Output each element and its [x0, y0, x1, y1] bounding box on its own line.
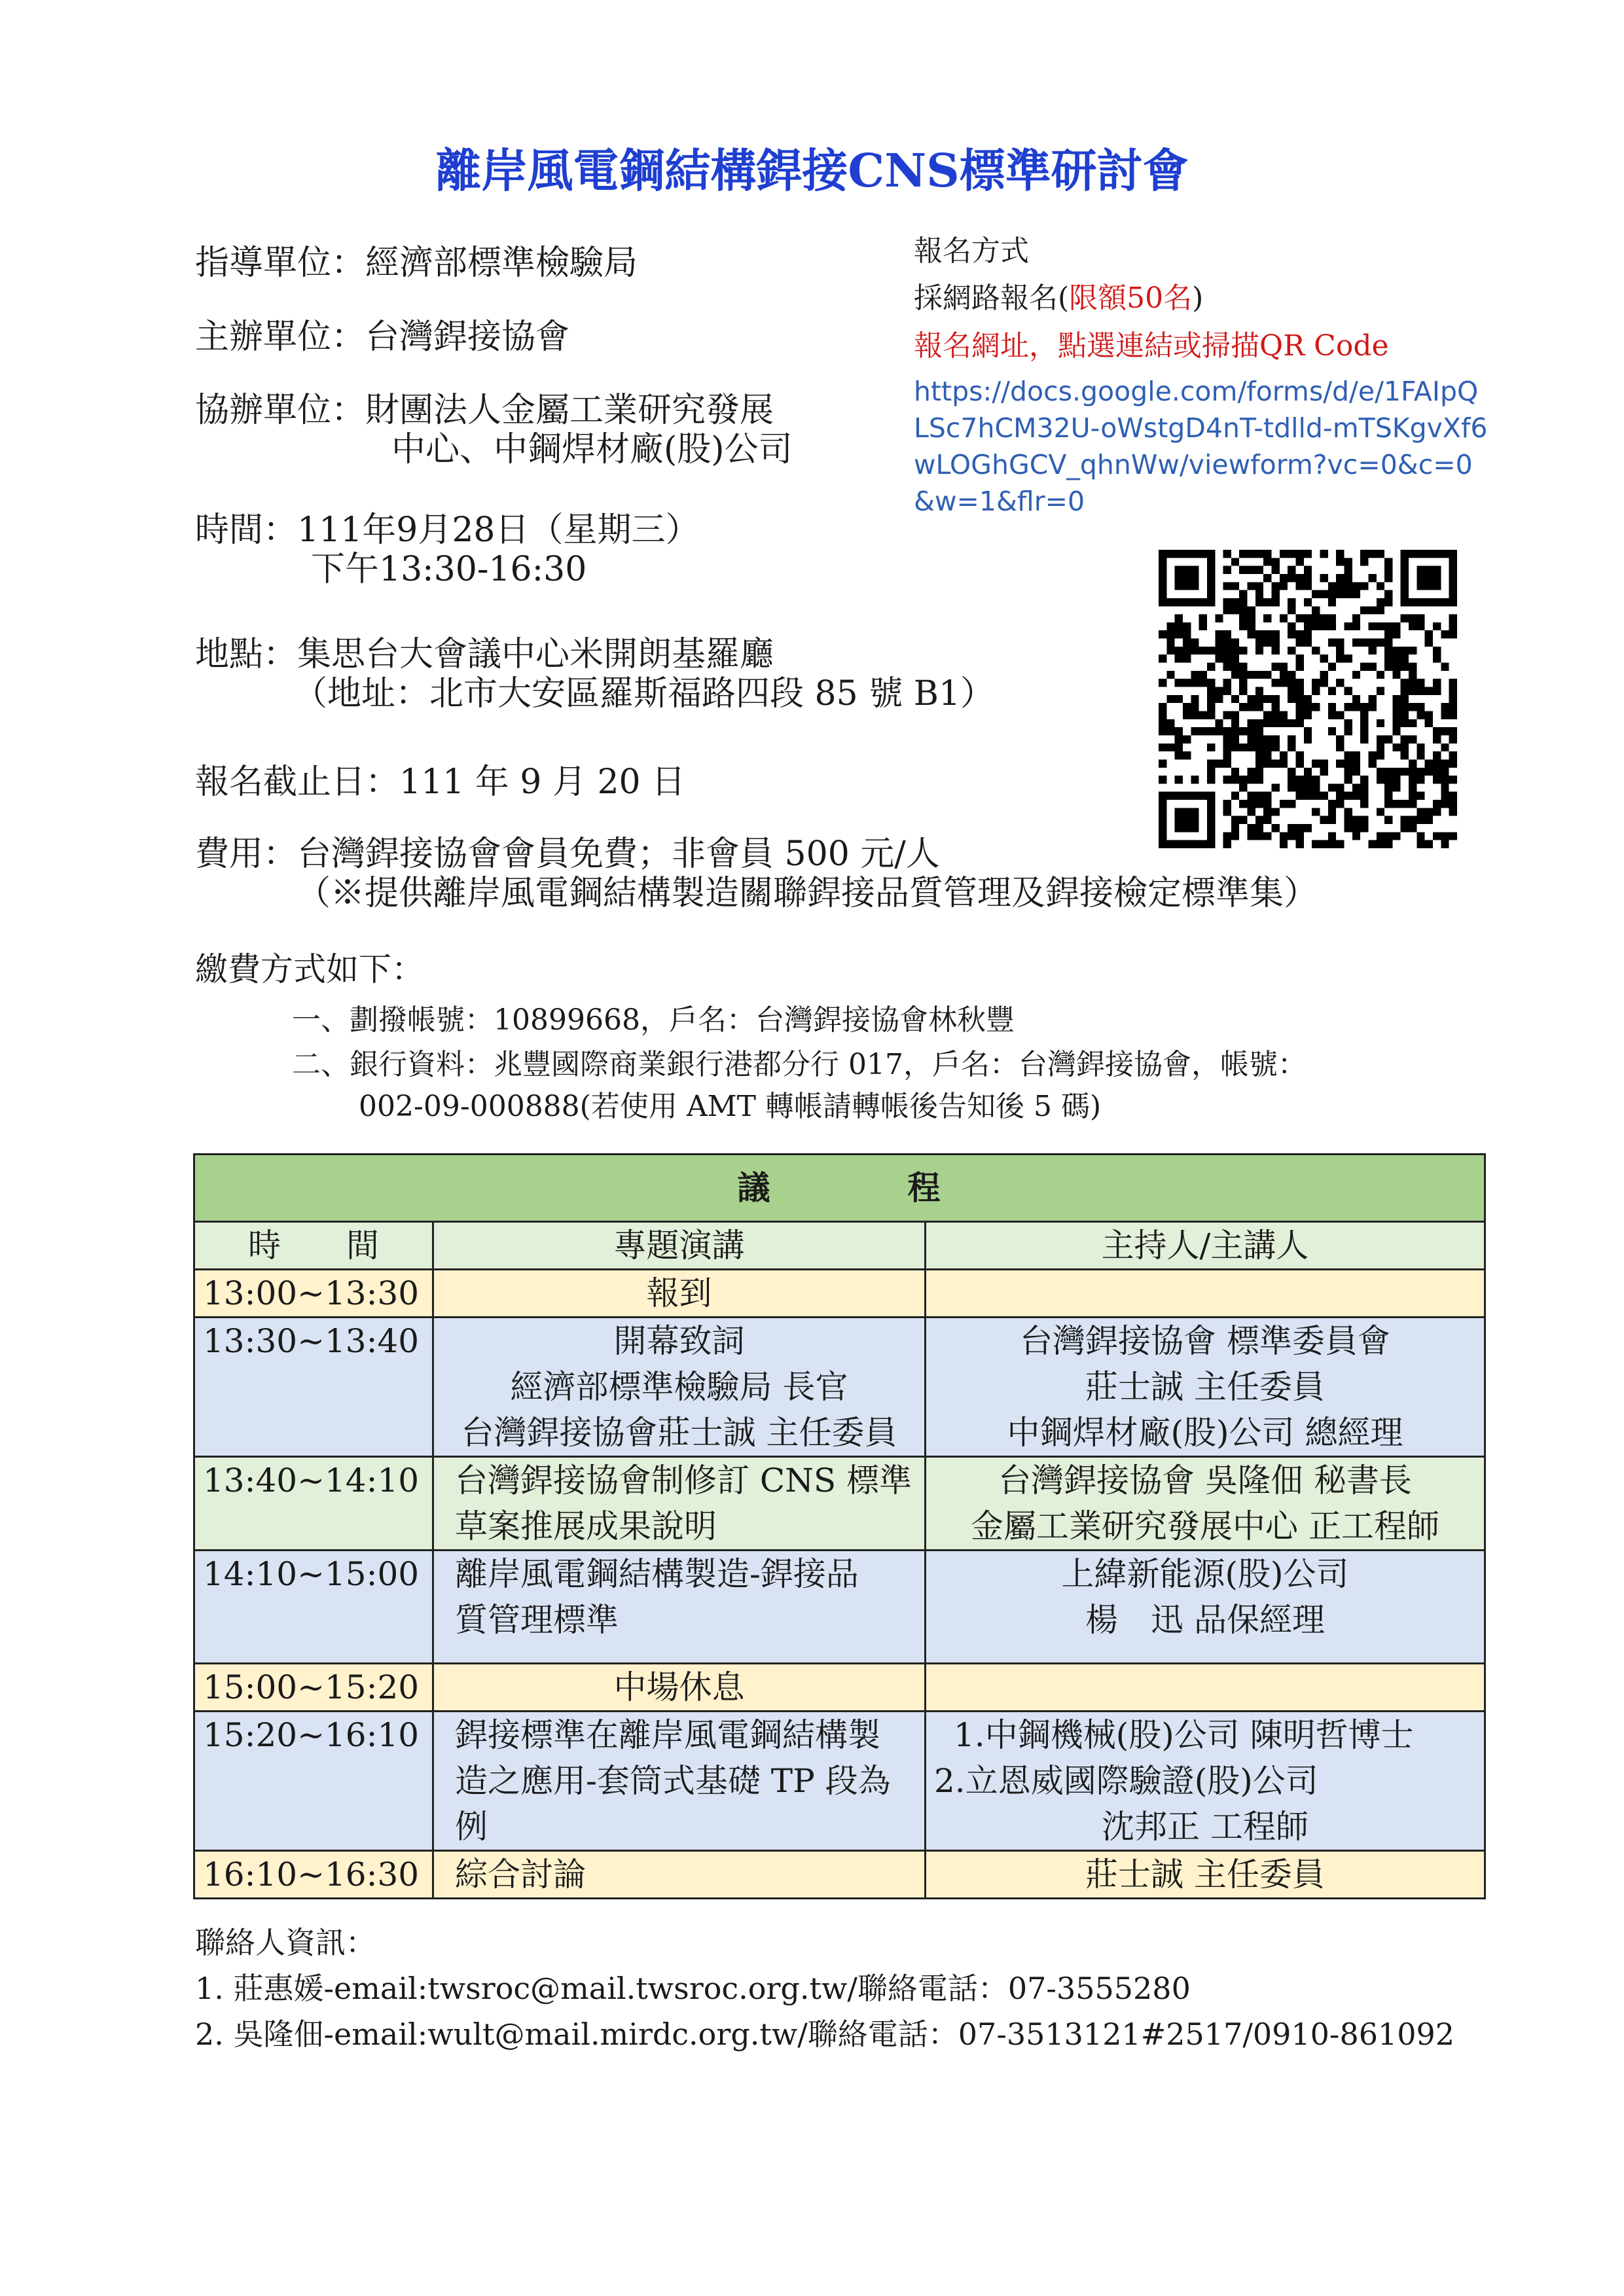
- agenda-topic-line: 台灣銲接協會制修訂 CNS 標準: [455, 1462, 912, 1499]
- agenda-topic-line: 開幕致詞: [613, 1322, 745, 1360]
- col-time-header: 時 間: [194, 1222, 433, 1270]
- agenda-host: [926, 1270, 1485, 1318]
- registration-link-note: 報名網址，點選連結或掃描QR Code: [914, 329, 1389, 363]
- payment-item-1: 一、劃撥帳號：10899668，戶名：台灣銲接協會林秋豐: [292, 1003, 1015, 1037]
- agenda-topic-line: 台灣銲接協會莊士誠 主任委員: [461, 1414, 897, 1452]
- agenda-topic: [433, 1712, 926, 1851]
- col-host-header: 主持人/主講人: [926, 1222, 1485, 1270]
- agenda-time: 13:40~14:10: [194, 1457, 433, 1551]
- fee-line2: （※提供離岸風電鋼結構製造關聯銲接品質管理及銲接檢定標準集）: [297, 874, 1318, 913]
- agenda-host: [926, 1457, 1485, 1551]
- agenda-topic-line: 綜合討論: [455, 1856, 586, 1893]
- agenda-row: [194, 1457, 1485, 1551]
- organizer: 主辦單位：台灣銲接協會: [195, 317, 570, 357]
- agenda-topic: [433, 1851, 926, 1899]
- agenda-topic-line: 報到: [646, 1274, 712, 1312]
- co-organizer-line1: 協辦單位：財團法人金屬工業研究發展: [195, 391, 774, 430]
- agenda-host-line: 莊士誠 主任委員: [1085, 1856, 1325, 1893]
- method-prefix: 採網路報名(: [914, 281, 1070, 315]
- registration-method: [914, 279, 1203, 317]
- agenda-row: [194, 1270, 1485, 1318]
- agenda-topic-line: 草案推展成果說明: [455, 1507, 717, 1545]
- agenda-host-line: 中鋼焊材廠(股)公司 總經理: [1007, 1414, 1403, 1452]
- registration-qr-code[interactable]: [1159, 550, 1457, 848]
- agenda-host: [926, 1712, 1485, 1851]
- agenda-host: [926, 1851, 1485, 1899]
- agenda-host: [926, 1664, 1485, 1712]
- payment-account: 002-09-000888(若使用 AMT 轉帳請轉帳後告知後 5 碼): [359, 1090, 1102, 1123]
- agenda-host-line: 楊 迅 品保經理: [1085, 1601, 1325, 1639]
- agenda-topic: [433, 1318, 926, 1457]
- agenda-host: [926, 1551, 1485, 1664]
- agenda-topic-line: 中場休息: [613, 1668, 745, 1706]
- qr-code-image: [1159, 550, 1457, 848]
- agenda-title: 議 程: [194, 1155, 1485, 1222]
- agenda-host: [926, 1318, 1485, 1457]
- agenda-row: [194, 1712, 1485, 1851]
- fee: [195, 834, 1318, 913]
- agenda-host-line: 台灣銲接協會 標準委員會: [1020, 1322, 1390, 1360]
- event-time: [195, 511, 700, 589]
- agenda-row: [194, 1664, 1485, 1712]
- quota-limit: 限額50名: [1069, 281, 1193, 315]
- agenda-topic-line: 銲接標準在離岸風電鋼結構製: [455, 1716, 880, 1754]
- agenda-host-line: 1.中鋼機械(股)公司 陳明哲博士: [954, 1716, 1414, 1754]
- venue-line1: 地點：集思台大會議中心米開朗基羅廳: [195, 635, 774, 674]
- agenda-time: 15:20~16:10: [194, 1712, 433, 1851]
- agenda-topic-line: 經濟部標準檢驗局 長官: [510, 1368, 848, 1406]
- payment-heading: 繳費方式如下：: [195, 950, 424, 988]
- agenda-host-line: 上緯新能源(股)公司: [1061, 1555, 1349, 1593]
- agenda-row: [194, 1551, 1485, 1664]
- agenda-host-line: 金屬工業研究發展中心 正工程師: [971, 1507, 1439, 1545]
- agenda-topic-line: 造之應用-套筒式基礎 TP 段為: [455, 1762, 891, 1800]
- supervisor: 指導單位：經濟部標準檢驗局: [195, 243, 638, 283]
- contact-line-1: 1. 莊惠媛-email:twsroc@mail.twsroc.org.tw/聯絡電話：07-3555280: [195, 1971, 1191, 2006]
- agenda-topic: [433, 1270, 926, 1318]
- agenda-time: 15:00~15:20: [194, 1664, 433, 1712]
- agenda-time: 13:00~13:30: [194, 1270, 433, 1318]
- agenda-host-line: 莊士誠 主任委員: [1085, 1368, 1325, 1406]
- registration-deadline: 報名截止日：111 年 9 月 20 日: [195, 762, 686, 802]
- agenda-host-line: 台灣銲接協會 吳隆佃 秘書長: [998, 1462, 1412, 1499]
- col-topic-header: 專題演講: [433, 1222, 926, 1270]
- contact-line-2: 2. 吳隆佃-email:wult@mail.mirdc.org.tw/聯絡電話：07-3513121#2517/0910-861092: [195, 2017, 1455, 2052]
- page-title: 離岸風電鋼結構銲接CNS標準研討會: [435, 143, 1189, 198]
- venue: [195, 635, 994, 713]
- registration-url-link[interactable]: https://docs.google.com/forms/d/e/1FAIpQLSc7hCM32U-oWstgD4nT-tdlld-mTSKgvXf6wLOGhGCV_qhnWw/viewform?vc=0&c=0&w=1&flr=0: [914, 376, 1488, 517]
- method-suffix: ): [1192, 281, 1204, 315]
- agenda-topic-line: 質管理標準: [455, 1601, 619, 1639]
- payment-item-2: 二、銀行資料：兆豐國際商業銀行港都分行 017，戶名：台灣銲接協會，帳號：: [292, 1048, 1307, 1081]
- co-organizer: [195, 391, 793, 469]
- time-line2: 下午13:30-16:30: [311, 550, 587, 589]
- agenda-header-row: [194, 1155, 1485, 1222]
- agenda-time: 16:10~16:30: [194, 1851, 433, 1899]
- agenda-topic-line: 例: [455, 1808, 488, 1846]
- agenda-host-line: 沈邦正 工程師: [1102, 1808, 1308, 1846]
- registration-heading: 報名方式: [914, 234, 1029, 268]
- co-organizer-line2: 中心、中鋼焊材廠(股)公司: [391, 430, 793, 469]
- agenda-topic: [433, 1551, 926, 1664]
- agenda-topic: [433, 1664, 926, 1712]
- venue-line2: （地址：北市大安區羅斯福路四段 85 號 B1）: [293, 674, 995, 713]
- agenda-time: 14:10~15:00: [194, 1551, 433, 1664]
- agenda-time: 13:30~13:40: [194, 1318, 433, 1457]
- time-line1: 時間：111年9月28日（星期三）: [195, 511, 700, 550]
- agenda-row: [194, 1851, 1485, 1899]
- fee-line1: 費用：台灣銲接協會會員免費；非會員 500 元/人: [195, 834, 940, 874]
- agenda-column-headers: [194, 1222, 1485, 1270]
- agenda-topic-line: 離岸風電鋼結構製造-銲接品: [455, 1555, 859, 1593]
- agenda-topic: [433, 1457, 926, 1551]
- contact-heading: 聯絡人資訊：: [195, 1925, 376, 1960]
- agenda-table: [193, 1153, 1486, 1899]
- agenda-row: [194, 1318, 1485, 1457]
- agenda-host-line: 2.立恩威國際驗證(股)公司: [934, 1762, 1318, 1800]
